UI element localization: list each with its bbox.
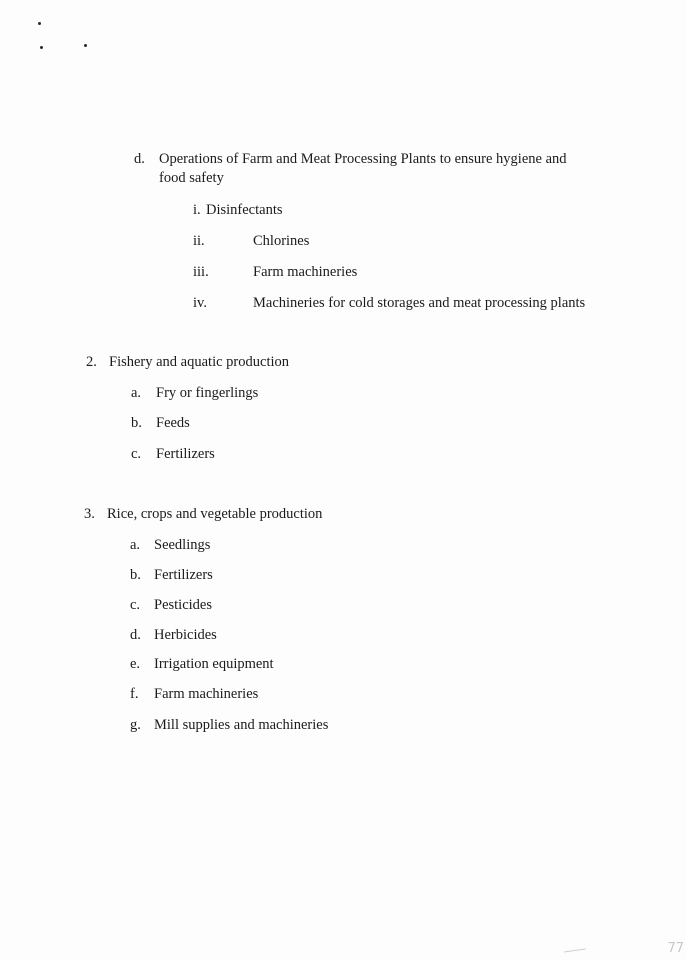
section-3-item-label: Irrigation equipment: [154, 656, 274, 672]
section-d-item-marker: i.: [193, 202, 201, 218]
section-3-item-marker: d.: [130, 627, 141, 643]
section-3-item-label: Herbicides: [154, 627, 217, 643]
section-2-item-label: Feeds: [156, 415, 190, 431]
section-d-title-line1: Operations of Farm and Meat Processing Plants to ensure hygiene and: [159, 151, 567, 167]
section-3-item-label: Farm machineries: [154, 686, 259, 702]
section-3-item-label: Pesticides: [154, 597, 212, 613]
section-3-item-marker: c.: [130, 597, 141, 613]
scan-speck: [84, 44, 87, 47]
section-2-item-marker: a.: [131, 385, 142, 401]
section-3-marker: 3.: [84, 506, 95, 522]
section-d-title-line2: food safety: [159, 170, 224, 186]
section-d-item-label: Machineries for cold storages and meat processing plants: [253, 295, 586, 311]
section-d-item-marker: iv.: [193, 295, 207, 311]
section-2-marker: 2.: [86, 354, 97, 370]
section-d-marker: d.: [134, 151, 145, 167]
scan-speck: [40, 46, 43, 49]
section-d-item-marker: ii.: [193, 233, 205, 249]
section-2-item-marker: b.: [131, 415, 142, 431]
section-3-item-label: Mill supplies and machineries: [154, 717, 329, 733]
section-2-item-label: Fertilizers: [156, 446, 215, 462]
section-3-item-marker: b.: [130, 567, 141, 583]
section-3-item-marker: g.: [130, 717, 141, 733]
section-2-item-marker: c.: [131, 446, 142, 462]
scan-speck: [38, 22, 41, 25]
section-3-title: Rice, crops and vegetable production: [107, 506, 323, 522]
scan-mark: [564, 948, 586, 955]
section-3-item-marker: f.: [130, 686, 139, 702]
section-2-item-label: Fry or fingerlings: [156, 385, 259, 401]
page-corner-number: 77: [667, 941, 684, 956]
section-3-item-marker: a.: [130, 537, 141, 553]
section-d-item-label: Chlorines: [253, 233, 310, 249]
section-d-item-label: Farm machineries: [253, 264, 358, 280]
section-d-item-marker: iii.: [193, 264, 209, 280]
section-3-item-marker: e.: [130, 656, 141, 672]
section-d-item-label: Disinfectants: [206, 202, 283, 218]
section-2-title: Fishery and aquatic production: [109, 354, 289, 370]
section-3-item-label: Fertilizers: [154, 567, 213, 583]
section-3-item-label: Seedlings: [154, 537, 211, 553]
